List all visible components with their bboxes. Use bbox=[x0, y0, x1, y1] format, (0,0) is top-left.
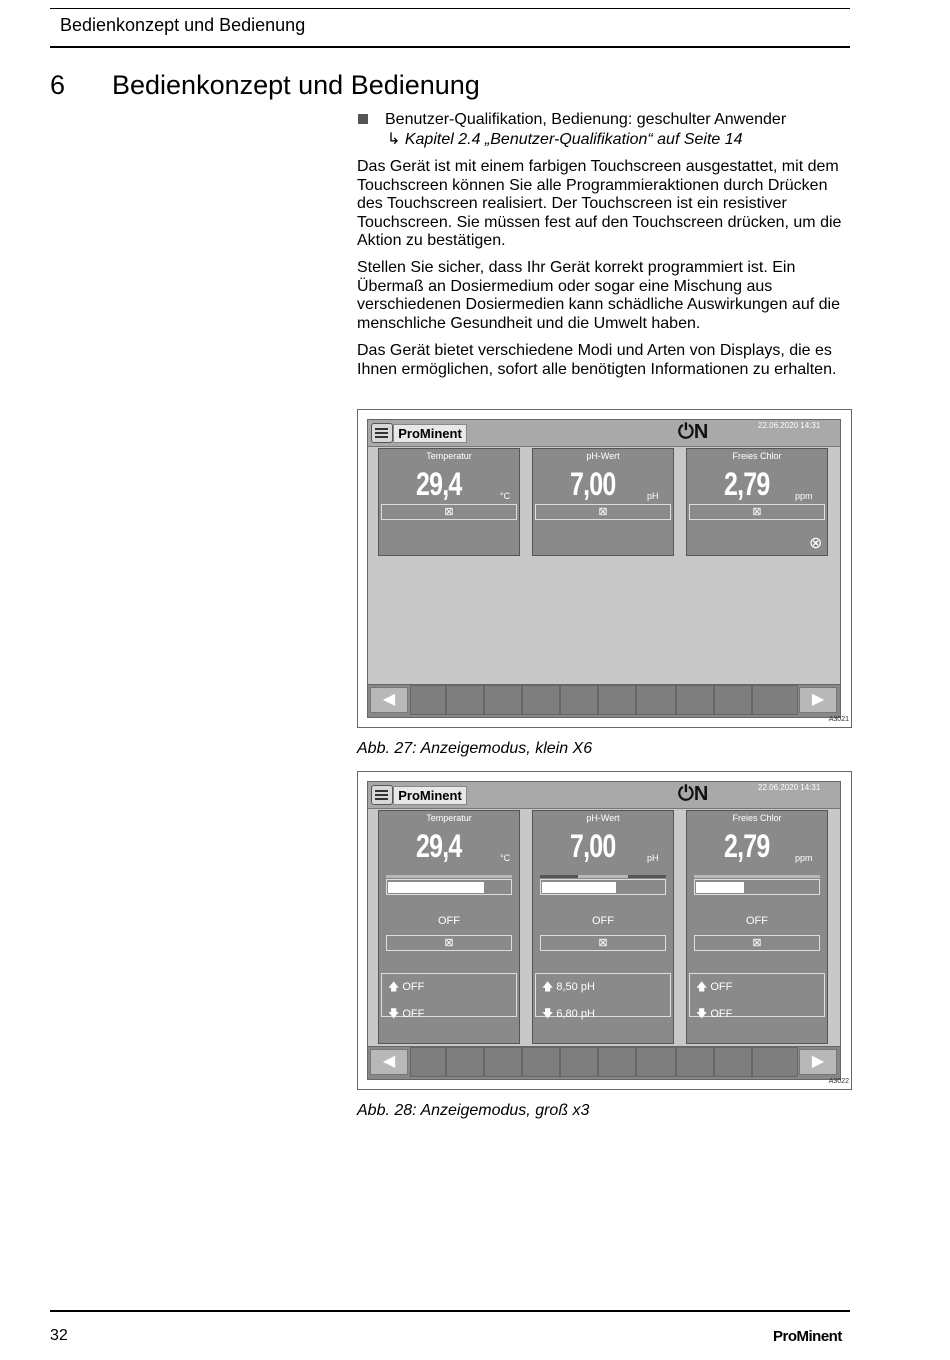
tile-unit: pH bbox=[647, 491, 659, 501]
power-on-icon[interactable]: ⏻N bbox=[678, 783, 709, 805]
figure-large-mode bbox=[357, 771, 852, 1090]
tile-value: 7,00 bbox=[570, 828, 616, 864]
tile-value: 29,4 bbox=[416, 466, 462, 502]
nav-slot[interactable] bbox=[714, 1047, 752, 1077]
figure-caption: Abb. 27: Anzeigemodus, klein X6 bbox=[357, 740, 593, 757]
bullet-square-icon bbox=[358, 114, 368, 124]
tile-ph[interactable] bbox=[532, 448, 674, 556]
nav-slot[interactable] bbox=[676, 685, 714, 715]
bar-scale bbox=[386, 875, 512, 878]
nav-slot[interactable] bbox=[484, 1047, 522, 1077]
tile-unit: pH bbox=[647, 853, 659, 863]
channel-checkbox[interactable] bbox=[689, 504, 825, 520]
link-arrow-icon: ↳ bbox=[387, 131, 401, 148]
limit-box[interactable] bbox=[535, 973, 671, 1020]
channel-checkbox[interactable] bbox=[540, 935, 666, 951]
screen-datetime: 22.06.2020 14:31 bbox=[758, 783, 821, 792]
nav-slot[interactable] bbox=[752, 1047, 798, 1077]
footer-logo: ProMinent bbox=[773, 1328, 842, 1345]
nav-slot[interactable] bbox=[484, 685, 522, 715]
nav-slot[interactable] bbox=[446, 685, 484, 715]
paragraph-warning: Stellen Sie sicher, dass Ihr Gerät korrekt programmiert ist. Ein Übermaß an Dosiermedium oder sogar eine Mischung aus verschiedenen Dosiermedien kann schädliche Auswirkungen auf die menschliche Gesundheit und die Umwelt haben. bbox=[357, 259, 840, 332]
value-bar-fill bbox=[696, 882, 744, 893]
qualification-line bbox=[385, 110, 786, 129]
control-state: OFF bbox=[592, 915, 614, 927]
tile-unit: ppm bbox=[795, 853, 813, 863]
checkbox-cross-icon: ⊠ bbox=[598, 506, 608, 519]
nav-slot[interactable] bbox=[598, 1047, 636, 1077]
device-logo: ProMinent bbox=[393, 424, 467, 443]
device-screen bbox=[367, 781, 841, 1080]
tile-name: Freies Chlor bbox=[732, 813, 782, 823]
bar-scale bbox=[694, 875, 820, 878]
screen-topbar bbox=[368, 782, 840, 809]
tile-value: 29,4 bbox=[416, 828, 462, 864]
tile-free-chlorine[interactable] bbox=[686, 448, 828, 556]
nav-slot[interactable] bbox=[714, 685, 752, 715]
power-on-icon[interactable]: ⏻N bbox=[678, 421, 709, 443]
chapter-link-text[interactable]: Kapitel 2.4 „Benutzer-Qualifikation“ auf Seite 14 bbox=[404, 131, 743, 148]
upper-limit-value: 8,50 pH bbox=[556, 981, 595, 993]
checkbox-cross-icon: ⊠ bbox=[444, 937, 454, 950]
tile-name: Freies Chlor bbox=[732, 451, 782, 461]
paragraph-touchscreen: Das Gerät ist mit einem farbigen Touchscreen ausgestattet, mit dem Touchscreen können Sie alle Programmieraktionen durch Drücken des Touchscreen realisiert. Der Touchscreen ist ein resistiver Touchscreen. Sie müssen fest auf den Touchscreen drücken, um die Aktion zu bestätigen. bbox=[357, 158, 842, 249]
screen-navbar bbox=[368, 1046, 840, 1079]
device-logo: ProMinent bbox=[393, 786, 467, 805]
running-header: Bedienkonzept und Bedienung bbox=[60, 15, 306, 35]
nav-slot[interactable] bbox=[522, 1047, 560, 1077]
tile-ph[interactable] bbox=[532, 810, 674, 1044]
chapter-title: Bedienkonzept und Bedienung bbox=[112, 70, 480, 100]
value-bar bbox=[540, 879, 666, 895]
screen-datetime: 22.06.2020 14:31 bbox=[758, 421, 821, 430]
channel-checkbox[interactable] bbox=[386, 935, 512, 951]
upper-limit: 🡅 OFF bbox=[388, 981, 425, 993]
control-state: OFF bbox=[746, 915, 768, 927]
channel-checkbox[interactable] bbox=[694, 935, 820, 951]
screen-navbar bbox=[368, 684, 840, 717]
upper-limit-value: OFF bbox=[710, 981, 733, 993]
nav-slot[interactable] bbox=[560, 1047, 598, 1077]
menu-icon[interactable] bbox=[371, 785, 393, 805]
menu-icon[interactable] bbox=[371, 423, 393, 443]
tile-unit: °C bbox=[500, 853, 511, 863]
figure-id: A3021 bbox=[828, 716, 849, 723]
nav-slot[interactable] bbox=[676, 1047, 714, 1077]
nav-slot[interactable] bbox=[752, 685, 798, 715]
chapter-number: 6 bbox=[50, 70, 66, 100]
nav-slot[interactable] bbox=[598, 685, 636, 715]
tile-name: Temperatur bbox=[426, 813, 472, 823]
nav-slot[interactable] bbox=[410, 685, 446, 715]
nav-slot[interactable] bbox=[410, 1047, 446, 1077]
arrow-left-icon[interactable]: ◀ bbox=[370, 1049, 408, 1075]
upper-limit: 🡅 OFF bbox=[696, 981, 733, 993]
limit-box[interactable] bbox=[689, 973, 825, 1020]
nav-slot[interactable] bbox=[636, 1047, 676, 1077]
nav-slot[interactable] bbox=[446, 1047, 484, 1077]
page-number: 32 bbox=[50, 1327, 68, 1344]
tile-name: Temperatur bbox=[426, 451, 472, 461]
nav-slot[interactable] bbox=[560, 685, 598, 715]
nav-slot[interactable] bbox=[522, 685, 560, 715]
checkbox-cross-icon: ⊠ bbox=[752, 506, 762, 519]
checkbox-cross-icon: ⊠ bbox=[598, 937, 608, 950]
upper-limit-value: OFF bbox=[402, 981, 425, 993]
arrow-left-icon[interactable]: ◀ bbox=[370, 687, 408, 713]
header-bottom-rule bbox=[50, 46, 850, 48]
tile-free-chlorine[interactable] bbox=[686, 810, 828, 1044]
chapter-link[interactable] bbox=[387, 129, 743, 149]
tile-value: 2,79 bbox=[724, 828, 770, 864]
nav-slot[interactable] bbox=[636, 685, 676, 715]
device-screen bbox=[367, 419, 841, 718]
tile-temperature[interactable] bbox=[378, 448, 520, 556]
alarm-circle-x-icon[interactable]: ⊗ bbox=[809, 535, 823, 552]
tile-unit: °C bbox=[500, 491, 511, 501]
tile-temperature[interactable] bbox=[378, 810, 520, 1044]
arrow-right-icon[interactable]: ▶ bbox=[799, 1049, 837, 1075]
tile-unit: ppm bbox=[795, 491, 813, 501]
lower-limit: 🡇 OFF bbox=[388, 1008, 425, 1020]
screen-topbar bbox=[368, 420, 840, 447]
figure-id: A3022 bbox=[828, 1078, 849, 1085]
lower-limit-value: OFF bbox=[710, 1008, 733, 1020]
upper-limit: 🡅 8,50 pH bbox=[542, 981, 595, 993]
lower-limit: 🡇 OFF bbox=[696, 1008, 733, 1020]
checkbox-cross-icon: ⊠ bbox=[444, 506, 454, 519]
limit-box[interactable] bbox=[381, 973, 517, 1020]
tile-value: 7,00 bbox=[570, 466, 616, 502]
figure-small-mode bbox=[357, 409, 852, 728]
tile-value: 2,79 bbox=[724, 466, 770, 502]
qualification-value: geschulter Anwender bbox=[636, 111, 787, 128]
lower-limit-value: 6,80 pH bbox=[556, 1008, 595, 1020]
qualification-label: Benutzer-Qualifikation, Bedienung: bbox=[385, 111, 633, 128]
channel-checkbox[interactable] bbox=[535, 504, 671, 520]
footer-rule bbox=[50, 1310, 850, 1312]
lower-limit: 🡇 6,80 pH bbox=[542, 1008, 595, 1020]
value-bar bbox=[386, 879, 512, 895]
paragraph-display-modes: Das Gerät bietet verschiedene Modi und Arten von Displays, die es Ihnen ermöglichen, sofort alle benötigten Informationen zu erhalten. bbox=[357, 342, 837, 378]
channel-checkbox[interactable] bbox=[381, 504, 517, 520]
tile-name: pH-Wert bbox=[586, 451, 620, 461]
lower-limit-value: OFF bbox=[402, 1008, 425, 1020]
bar-scale bbox=[540, 875, 666, 878]
checkbox-cross-icon: ⊠ bbox=[752, 937, 762, 950]
value-bar-fill bbox=[388, 882, 484, 893]
value-bar-fill bbox=[542, 882, 616, 893]
arrow-right-icon[interactable]: ▶ bbox=[799, 687, 837, 713]
tile-name: pH-Wert bbox=[586, 813, 620, 823]
header-top-rule bbox=[50, 8, 850, 9]
figure-caption: Abb. 28: Anzeigemodus, groß x3 bbox=[357, 1102, 590, 1119]
control-state: OFF bbox=[438, 915, 460, 927]
value-bar bbox=[694, 879, 820, 895]
